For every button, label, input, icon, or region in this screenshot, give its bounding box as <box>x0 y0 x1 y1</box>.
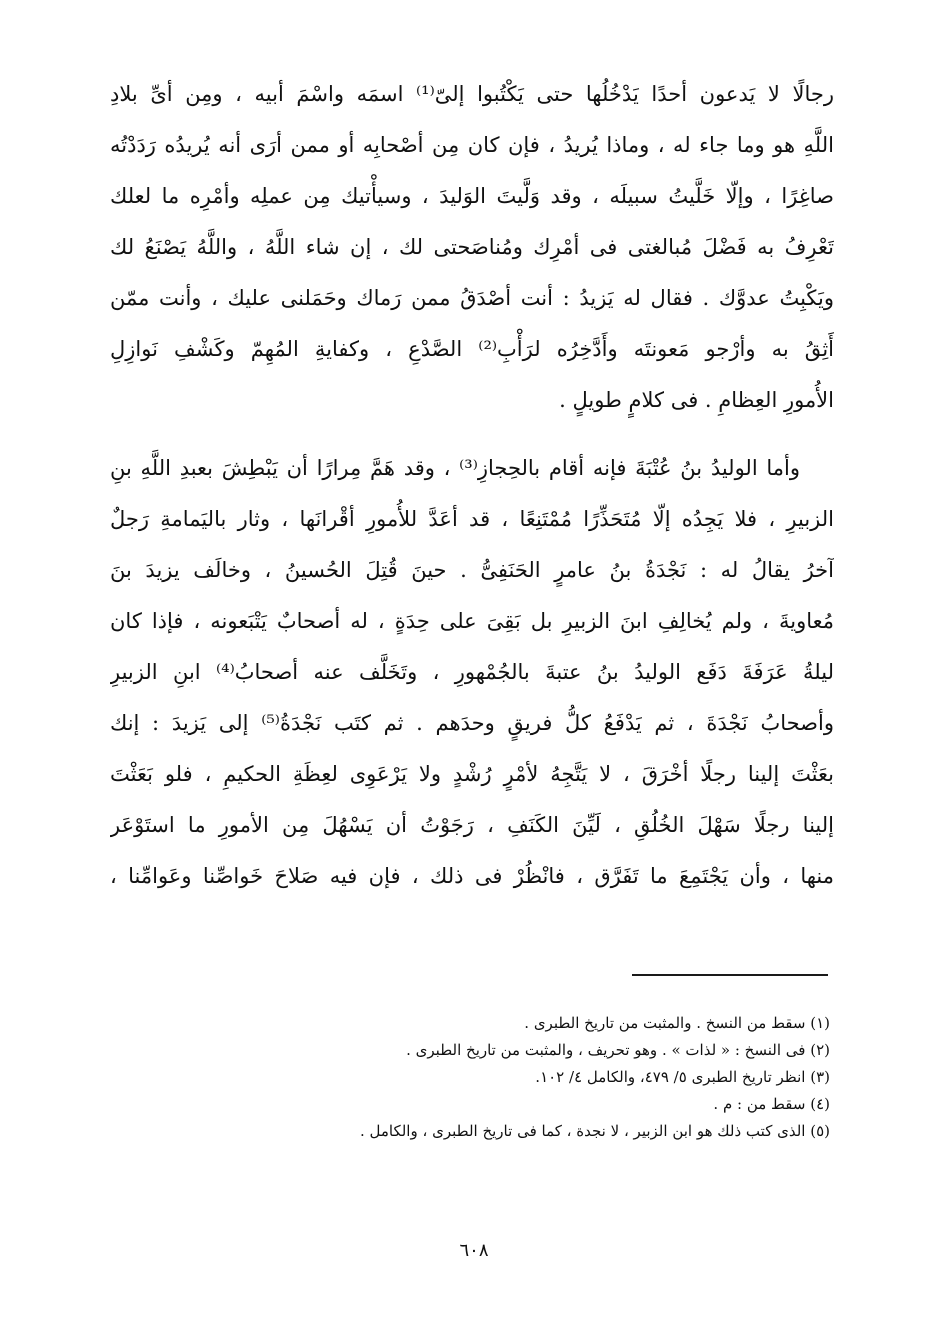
footnote: (٢) فى النسخ : « لذات » . وهو تحريف ، والمثبت من تاريخ الطبرى . <box>406 1041 830 1059</box>
text-line: أَثِقُ به وأرْجو مَعونتَه وأَدَّخِرُه لرَأْبِ⁽²⁾ الصَّدْعِ ، وكفايةِ المُهِمّ وكَشْفِ نَوازِلِ <box>110 337 834 361</box>
text-line: تَعْرِفُ به فَضْلَ مُبالغتى فى أمْرِك ومُناصَحتى لك ، إن شاء اللَّهُ ، واللَّهُ يَصْنَعُ لك <box>110 235 834 259</box>
footnote: (١) سقط من النسخ . والمثبت من تاريخ الطبرى . <box>524 1014 830 1032</box>
text-line: الأُمورِ العِظامِ . فى كلامٍ طويلٍ . <box>559 388 834 412</box>
footnote: (٣) انظر تاريخ الطبرى ٥/ ٤٧٩، والكامل ٤/ ١٠٢. <box>535 1068 830 1086</box>
text-line: الزبيرِ ، فلا يَجِدُه إلّا مُتَحَذِّرًا مُمْتَنِعًا ، قد أعَدَّ للأُمورِ أقْرانَها ، وثار باليَمامةِ رَجلٌ <box>110 507 834 531</box>
text-line: وأما الوليدُ بنُ عُتْبَةَ فإنه أقام بالحِجازِ⁽³⁾ ، وقد هَمَّ مِرارًا أن يَبْطِشَ بعبدِ اللَّهِ بنِ <box>110 456 800 480</box>
text-line: اللَّهِ هو وما جاء له ، وماذا يُريدُ ، فإن كان مِن أصْحابِه أو ممن أرَى أنه يُريدُه رَدَدْتُه <box>110 133 834 157</box>
text-line: منها ، وأن يَجْتَمِعَ ما تَفَرَّق ، فانْظُرْ فى ذلك ، فإن فيه صَلاحَ خَواصِّنا وعَوامِّنا ، <box>110 864 834 888</box>
text-line: ويَكْبِتُ عدوَّك . فقال له يَزيدُ : أنت أصْدَقُ ممن رَماك وحَمَلنى عليك ، وأنت ممّن <box>110 286 834 310</box>
footnote: (٤) سقط من : م . <box>713 1095 830 1113</box>
text-line: مُعاويةَ ، ولم يُخالِفِ ابنَ الزبيرِ بل بَقِىَ على حِدَةٍ ، له أصحابٌ يَتْبَعونه ، فإذا كان <box>110 609 834 633</box>
text-line: وأصحابُ نَجْدَةَ ، ثم يَدْفَعُ كلُّ فريقٍ وحدَهم . ثم كتَب نَجْدَةُ⁽⁵⁾ إلى يَزيدَ : إنك <box>110 711 834 735</box>
footnote-separator <box>632 974 828 976</box>
page-number: ٦٠٨ <box>459 1240 489 1261</box>
text-line: آخرُ يقالُ له : نَجْدَةُ بنُ عامرٍ الحَنَفِىُّ . حينَ قُتِلَ الحُسينُ ، وخالَف يزيدَ بنَ <box>110 558 834 582</box>
text-line: بعَثْتَ إلينا رجلًا أخْرَقَ ، لا يَتَّجِهُ لأمْرٍ رُشْدٍ ولا يَرْعَوِى لعِظَةِ الحكيمِ ، فلو بَعَثْتَ <box>110 762 834 786</box>
footnote: (٥) الذى كتب ذلك هو ابن الزبير ، لا نجدة ، كما فى تاريخ الطبرى ، والكامل . <box>359 1122 830 1140</box>
text-line: صاغِرًا ، وإلّا خَلَّيتُ سبيلَه ، وقد وَلَّيتَ الوَليدَ ، وسيأْتيك مِن عملِه وأمْرِه ما لعلك <box>110 184 834 208</box>
text-line: إلينا رجلًا سَهْلَ الخُلُقِ ، لَيِّنَ الكَنَفِ ، رَجَوْتُ أن يَسْهُلَ مِن الأمورِ ما استَوْعَر <box>110 813 834 837</box>
text-line: رجالًا لا يَدعون أحدًا يَدْخُلُها حتى يَكْتُبوا إلىّ⁽¹⁾ اسمَه واسْمَ أبيه ، ومِن أىِّ بلادِ <box>110 82 834 106</box>
text-line: ليلةُ عَرَفَةَ دَفَع الوليدُ بنُ عتبةَ بالجُمْهورِ ، وتَخَلَّف عنه أصحابُ⁽⁴⁾ ابنِ الزبيرِ <box>110 660 834 684</box>
